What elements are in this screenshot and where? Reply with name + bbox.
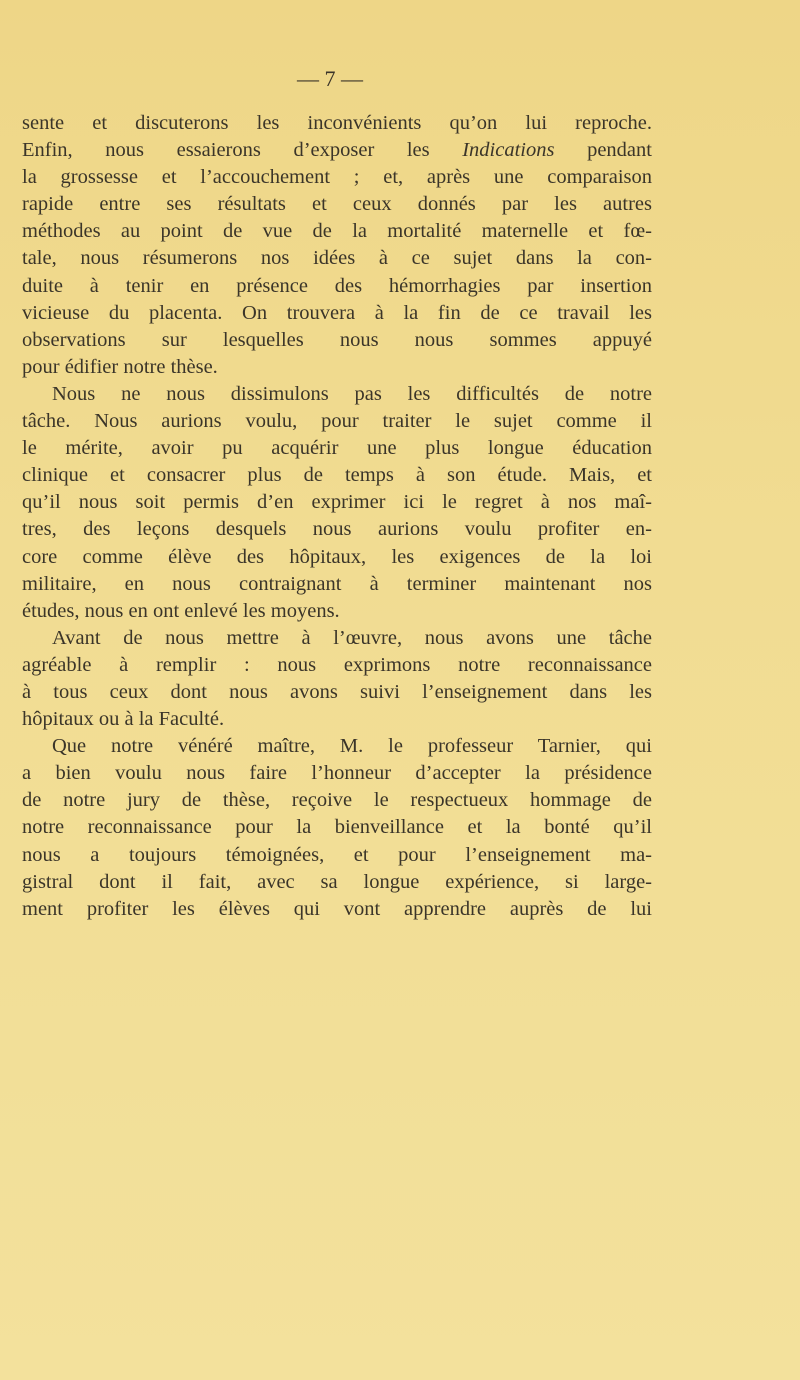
text-line: méthodes au point de vue de la mortalité maternelle et fœ- [22,220,652,243]
text-line: notre reconnaissance pour la bienveillance et la bonté qu’il [22,816,652,839]
text-line: vicieuse du placenta. On trouvera à la fin de ce travail les [22,301,652,324]
text-line: qu’il nous soit permis d’en exprimer ici le regret à nos maî- [22,491,652,514]
text-line: clinique et consacrer plus de temps à son étude. Mais, et [22,464,652,487]
text-line: duite à tenir en présence des hémorrhagies par insertion [22,274,652,297]
text-line: la grossesse et l’accouchement ; et, après une comparaison [22,166,652,189]
text-line: militaire, en nous contraignant à terminer maintenant nos [22,572,652,595]
text-line: core comme élève des hôpitaux, les exigences de la loi [22,545,652,568]
text-line: études, nous en ont enlevé les moyens. [22,599,340,622]
text-line: à tous ceux dont nous avons suivi l’enseignement dans les [22,680,652,703]
text-line: sente et discuterons les inconvénients qu’on lui reproche. [22,112,652,134]
text-line: tale, nous résumerons nos idées à ce sujet dans la con- [22,247,652,270]
text-line: Que notre vénéré maître, M. le professeur Tarnier, qui [52,735,652,758]
text-line [22,137,652,164]
text-line: observations sur lesquelles nous nous sommes appuyé [22,328,652,351]
italic-term: Indications [462,139,555,162]
text-line: Avant de nous mettre à l’œuvre, nous avons une tâche [52,626,652,649]
page-number: — 7 — [297,66,363,91]
text-line: gistral dont il fait, avec sa longue expérience, si large- [22,870,652,893]
text-line: le mérite, avoir pu acquérir une plus longue éducation [22,437,652,460]
text-line: a bien voulu nous faire l’honneur d’accepter la présidence [22,762,652,785]
text-line: agréable à remplir : nous exprimons notre reconnaissance [22,653,652,676]
text-line: tâche. Nous aurions voulu, pour traiter le sujet comme il [22,410,652,433]
text-line: nous a toujours témoignées, et pour l’enseignement ma- [22,843,652,866]
text-line: rapide entre ses résultats et ceux donnés par les autres [22,193,652,216]
body-text [22,110,652,923]
text-line: de notre jury de thèse, reçoive le respectueux hommage de [22,789,652,812]
text-segment: pendant [554,139,652,162]
text-line: Nous ne nous dissimulons pas les difficultés de notre [52,382,652,405]
text-line: hôpitaux ou à la Faculté. [22,708,225,731]
text-segment: Enfin, nous essaierons d’exposer les [22,139,463,162]
text-line: tres, des leçons desquels nous aurions voulu profiter en- [22,518,652,541]
text-line: ment profiter les élèves qui vont apprendre auprès de lui [22,897,652,920]
text-line: pour édifier notre thèse. [22,355,218,378]
